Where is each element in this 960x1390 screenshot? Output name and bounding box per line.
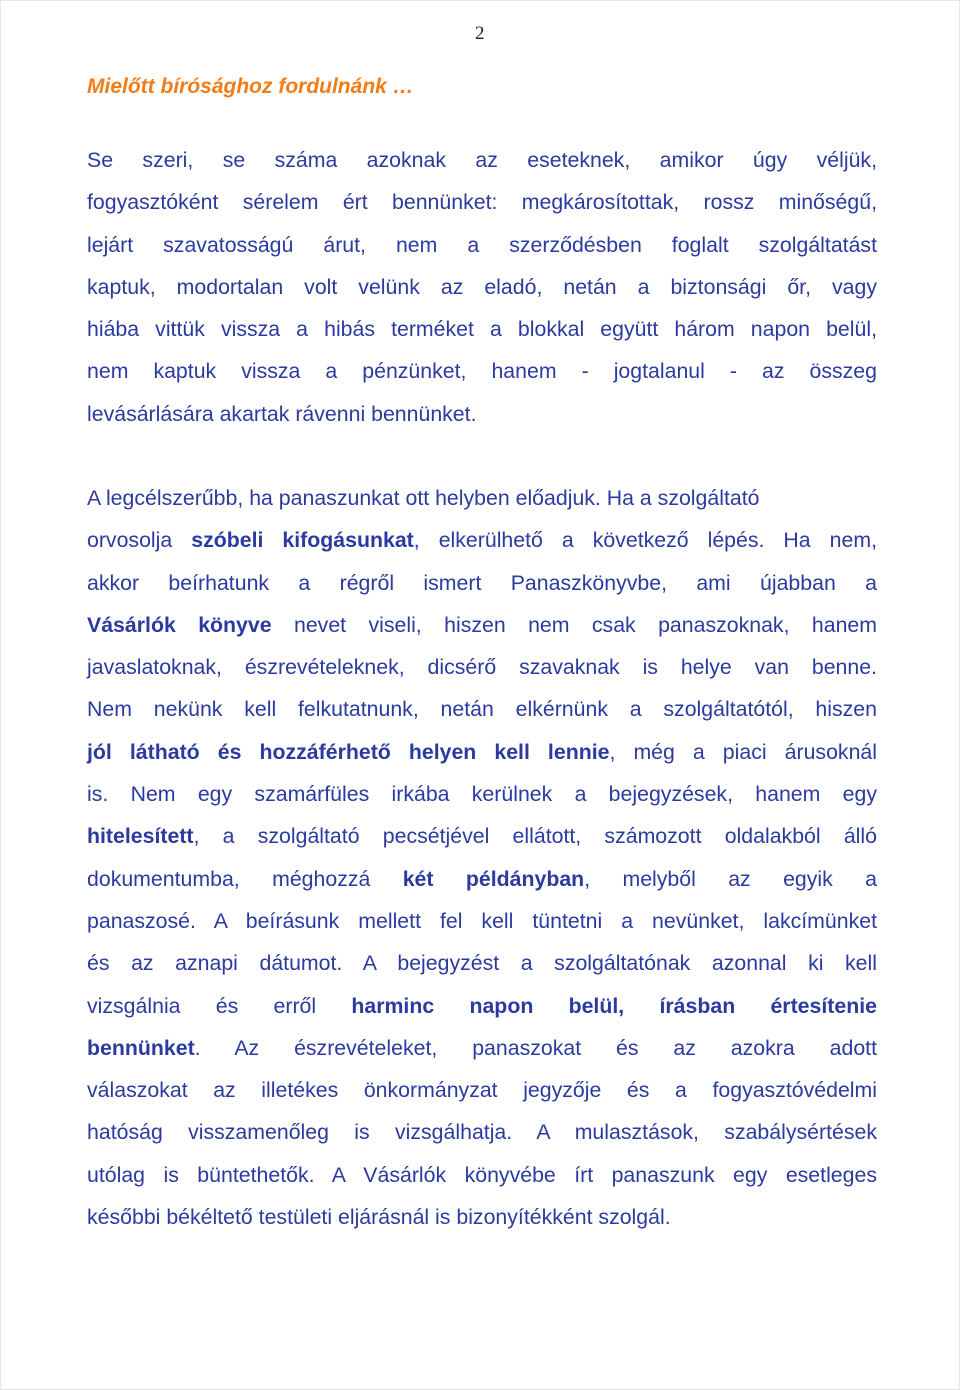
paragraph-line	[87, 731, 877, 773]
paragraph-line: fogyasztóként sérelem ért bennünket: megkárosítottak, rossz minőségű,	[87, 190, 877, 215]
paragraph-line: is. Nem egy szamárfüles irkába kerülnek a bejegyzések, hanem egy	[87, 782, 877, 807]
paragraph-line: Nem nekünk kell felkutatnunk, netán elkérnünk a szolgáltatótól, hiszen	[87, 697, 877, 722]
text-segment: nevet viseli, hiszen nem csak panaszoknak, hanem	[271, 612, 878, 637]
paragraph-intro	[87, 139, 877, 435]
paragraph-line	[87, 985, 877, 1027]
text-segment: vizsgálnia és erről	[87, 993, 352, 1018]
paragraph-line: nem kaptuk vissza a pénzünket, hanem - jogtalanul - az összeg	[87, 359, 877, 384]
bold-phrase: harminc napon belül, írásban értesítenie	[351, 993, 877, 1018]
bold-phrase: bennünket	[87, 1035, 195, 1060]
bold-phrase: hitelesített	[87, 824, 194, 849]
paragraph-line: hiába vittük vissza a hibás terméket a blokkal együtt három napon belül,	[87, 317, 877, 342]
paragraph-line	[87, 519, 877, 561]
text-segment: . Az észrevételeket, panaszokat és az azokra adott	[194, 1035, 877, 1060]
paragraph-line	[87, 604, 877, 646]
paragraph-line: Se szeri, se száma azoknak az eseteknek, amikor úgy véljük,	[87, 148, 877, 172]
text-segment: , még a piaci árusoknál	[609, 739, 877, 764]
paragraph-line: későbbi békéltető testületi eljárásnál is bizonyítékként szolgál.	[87, 1205, 671, 1230]
text-segment: , elkerülhető a következő lépés. Ha nem,	[413, 528, 877, 553]
paragraph-line: és az aznapi dátumot. A bejegyzést a szolgáltatónak azonnal ki kell	[87, 951, 877, 976]
bold-phrase: jól látható és hozzáférhető helyen kell lennie	[87, 739, 610, 764]
text-segment: dokumentumba, méghozzá	[87, 866, 403, 891]
bold-phrase: szóbeli kifogásunkat	[191, 528, 414, 553]
paragraph-complaint-book	[87, 477, 877, 1238]
text-segment: , melyből az egyik a	[584, 866, 877, 891]
paragraph-line: akkor beírhatunk a régről ismert Panaszkönyvbe, ami újabban a	[87, 570, 877, 595]
paragraph-line: levásárlására akartak rávenni bennünket.	[87, 401, 477, 426]
paragraph-line: utólag is büntethetők. A Vásárlók könyvébe írt panaszunk egy esetleges	[87, 1162, 877, 1187]
text-segment: orvosolja	[87, 528, 192, 553]
page-number: 2	[475, 23, 485, 44]
paragraph-line	[87, 858, 877, 900]
paragraph-line: lejárt szavatosságú árut, nem a szerződésben foglalt szolgáltatást	[87, 232, 877, 257]
paragraph-line: panaszosé. A beírásunk mellett fel kell tüntetni a nevünket, lakcímünket	[87, 908, 877, 933]
paragraph-line: válaszokat az illetékes önkormányzat jegyzője és a fogyasztóvédelmi	[87, 1078, 877, 1103]
bold-phrase: Vásárlók könyve	[87, 612, 272, 637]
paragraph-line: hatóság visszamenőleg is vizsgálhatja. A mulasztások, szabálysértések	[87, 1120, 877, 1145]
text-segment: , a szolgáltató pecsétjével ellátott, számozott oldalakból álló	[193, 824, 877, 849]
paragraph-line: kaptuk, modortalan volt velünk az eladó, netán a biztonsági őr, vagy	[87, 274, 877, 299]
bold-phrase: két példányban	[402, 866, 585, 891]
paragraph-line	[87, 1027, 877, 1069]
paragraph-line: javaslatoknak, észrevételeknek, dicsérő szavaknak is helye van benne.	[87, 655, 877, 680]
paragraph-line	[87, 815, 877, 857]
section-heading: Mielőtt bírósághoz fordulnánk …	[87, 75, 414, 98]
paragraph-line: A legcélszerűbb, ha panaszunkat ott helyben előadjuk. Ha a szolgáltató	[87, 486, 760, 510]
